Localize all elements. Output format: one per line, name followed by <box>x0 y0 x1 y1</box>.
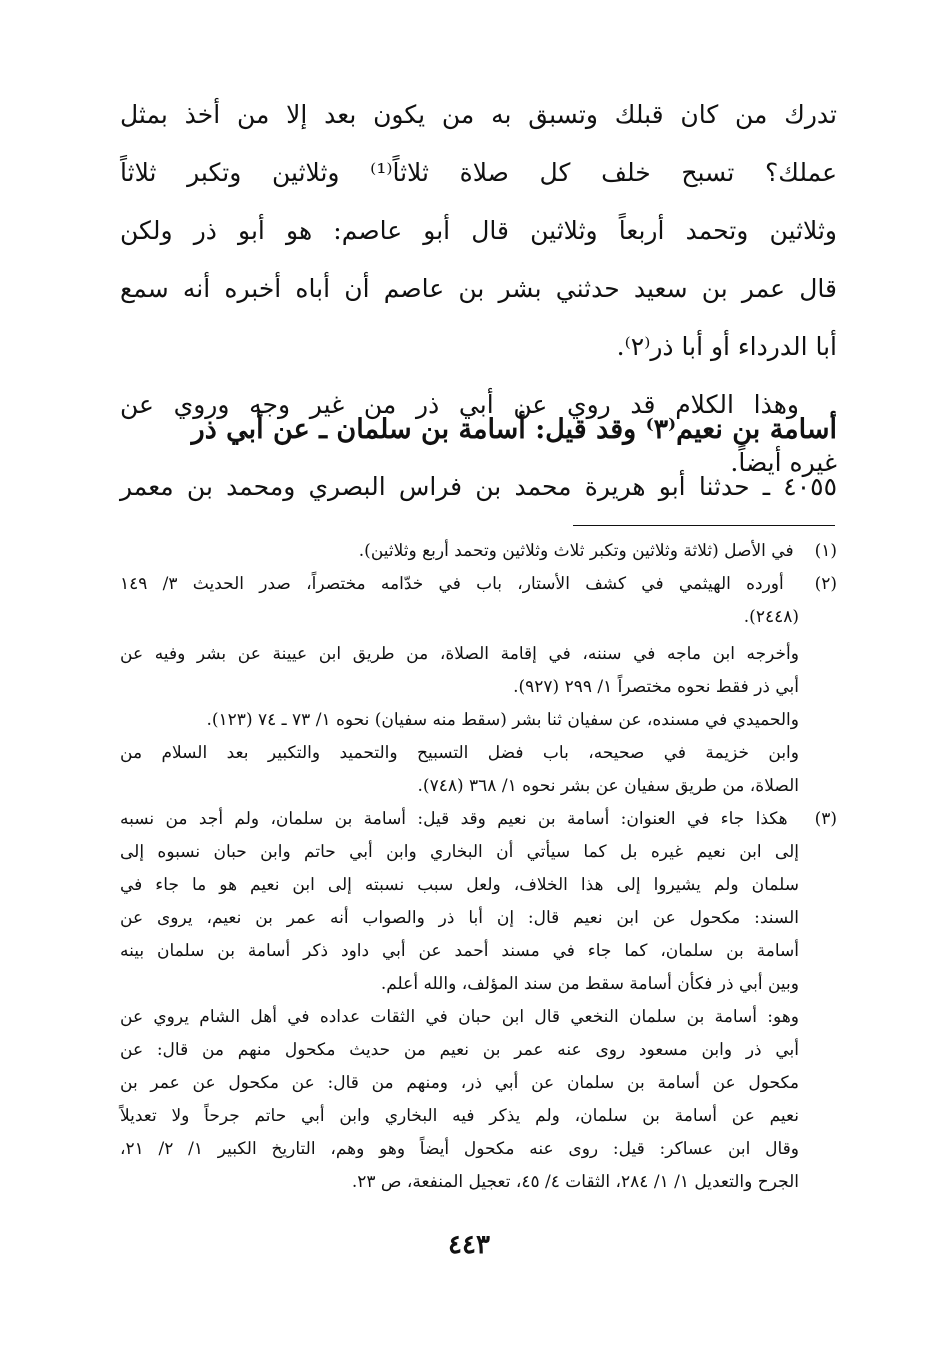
footnote-line: مكحول عن أسامة بن سلمان عن أبي ذر، ومنهم من قال: عن مكحول عن عمر بن <box>120 1073 799 1093</box>
footnote-line: وابن خزيمة في صحيحه، باب فضل التسبيح والتحميد والتكبير بعد السلام من <box>120 743 799 763</box>
footnote-number: (٣) <box>814 809 837 829</box>
footnote-line: نعيم عن أسامة بن سلمان، ولم يذكر فيه البخاري وابن أبي حاتم جرحاً ولا تعديلاً <box>120 1106 799 1126</box>
footnote-line: وبين أبي ذر فكأن أسامة سقط من سند المؤلف، والله أعلم. <box>380 974 799 994</box>
main-line: وهذا الكلام قد روي عن أبي ذر من غير وجه وروي عن <box>120 390 799 419</box>
footnote-line: وأخرجه ابن ماجه في سننه، في إقامة الصلاة، من طريق ابن عيينة عن بشر وفيه عن <box>120 644 799 664</box>
main-line: عملك؟ تسبح خلف كل صلاة ثلاثاً⁽¹⁾ وثلاثين وتكبر ثلاثاً <box>120 158 837 187</box>
main-line: غيره أيضاً. <box>730 448 837 477</box>
footnotes <box>120 535 837 1199</box>
main-line: وثلاثين وتحمد أربعاً وثلاثين قال أبو عاصم: هو أبو ذر ولكن <box>120 216 837 245</box>
footnote-line: وهو: أسامة بن سلمان النخعي قال ابن حبان في الثقات عداده في أهل الشام يروي عن <box>120 1007 799 1027</box>
page-number: ٤٤٣ <box>448 1230 490 1260</box>
hadith-opening-line: ٤٠٥٥ ـ حدثنا أبو هريرة محمد بن فراس البصري ومحمد بن معمر <box>120 472 837 501</box>
footnote-line: إلى ابن نعيم غيره بل كما سيأتي أن البخاري وابن أبي حاتم وابن حبان نسبوه إلى <box>120 842 799 862</box>
footnote-line: أبي ذر فقط نحوه مختصراً ١/ ٢٩٩ (٩٢٧). <box>513 677 799 697</box>
footnote-line: الجرح والتعديل ١/ ١/ ٢٨٤، الثقات ٤/ ٤٥، تعجيل المنفعة، ص ٢٣. <box>351 1172 799 1192</box>
footnote-text: أورده الهيثمي في كشف الأستار، باب في خدّامه مختصراً، صدر الحديث ٣/ ١٤٩ <box>120 574 784 594</box>
footnote-line: أسامة بن سلمان، كما جاء في مسند أحمد عن أبي داود ذكر أسامة بن سلمان بينه <box>120 941 799 961</box>
footnote-line: سلمان ولم يشيروا إلى هذا الخلاف، ولعل سبب نسبته إلى ابن نعيم هو ما جاء في <box>120 875 799 895</box>
footnote-line: السند: مكحول عن ابن نعيم قال: إن أبا ذر والصواب أنه عمر بن نعيم، يروى عن <box>120 908 799 928</box>
footnote-3 <box>120 803 837 836</box>
footnote-number: (١) <box>814 541 837 561</box>
footnote-line: والحميدي في مسنده، عن سفيان ثنا بشر (سقط منه سفيان) نحوه ١/ ٧٣ ـ ٧٤ (١٢٣). <box>206 710 799 730</box>
main-line: قال عمر بن سعيد حدثني بشر بن عاصم أن أباه أخبره أنه سمع <box>120 274 837 303</box>
main-line: تدرك من كان قبلك وتسبق به من يكون بعد إلا من أخذ بمثل <box>120 100 837 129</box>
footnote-1 <box>120 535 837 568</box>
footnote-text: في الأصل (ثلاثة وثلاثين وتكبر ثلاث وثلاثين وتحمد أربع وثلاثين). <box>358 541 794 561</box>
section-heading: أسامة بن نعيم⁽٣⁾ وقد قيل: أسامة بن سلمان ـ عن أبي ذر <box>191 414 837 445</box>
footnote-line: (٢٤٤٨). <box>743 607 799 627</box>
footnote-2 <box>120 568 837 601</box>
footnote-line: وقال ابن عساكر: قيل: روى عنه مكحول أيضاً وهو وهم، التاريخ الكبير ١/ ٢/ ٢١، <box>120 1139 799 1159</box>
footnote-line: الصلاة، من طريق سفيان عن بشر نحوه ١/ ٣٦٨ (٧٤٨). <box>417 776 799 796</box>
footnote-number: (٢) <box>814 574 837 594</box>
main-line: أبا الدرداء أو أبا ذر⁽٢⁾. <box>616 332 837 361</box>
footnote-line: أبي ذر وابن مسعود روى عنه عمر بن نعيم من حديث مكحول منهم من قال: عن <box>120 1040 799 1060</box>
footnote-text: هكذا جاء في العنوان: أسامة بن نعيم وقد قيل: أسامة بن سلمان، ولم أجد من نسبه <box>120 809 788 829</box>
footnote-separator <box>573 525 835 526</box>
